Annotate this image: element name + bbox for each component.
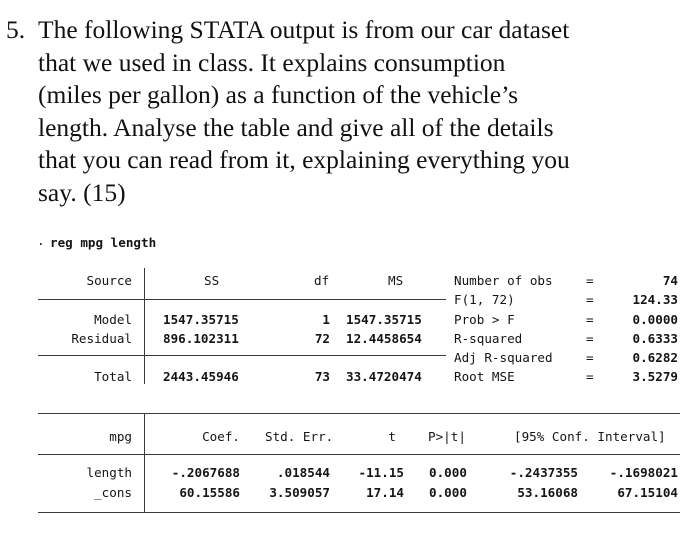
question-line: that you can read from it, explaining everything you: [38, 145, 570, 174]
anova-row-source: Residual: [71, 331, 132, 346]
question-text: [6, 14, 686, 209]
anova-header-df: df: [314, 273, 330, 288]
anova-header-ss: SS: [204, 273, 220, 288]
coef-row-coef: -.2067688: [171, 465, 240, 480]
stat-equals: =: [586, 331, 594, 346]
coef-top-rule: [38, 413, 680, 414]
anova-header-source: Source: [86, 273, 132, 288]
anova-row-ms: 1547.35715: [346, 312, 422, 327]
anova-row-source: Model: [94, 312, 132, 327]
anova-row-df: 1: [322, 312, 330, 327]
stat-value: 74: [662, 273, 678, 288]
stat-value: 0.6333: [632, 331, 678, 346]
anova-row-ss: 896.102311: [163, 331, 239, 346]
stat-label: Number of obs: [454, 273, 553, 288]
anova-row-ss: 2443.45946: [163, 369, 239, 384]
anova-row-source: Total: [94, 369, 132, 384]
coef-row-se: .018544: [276, 465, 330, 480]
anova-row-df: 73: [314, 369, 330, 384]
coef-row-ci-upper: -.1698021: [609, 465, 678, 480]
coef-row-ci-upper: 67.15104: [617, 485, 678, 500]
coef-row-t: -11.15: [358, 465, 404, 480]
anova-column-rule: [144, 268, 145, 384]
coef-row-var: _cons: [94, 485, 132, 500]
question-line: that we used in class. It explains consumption: [38, 47, 506, 77]
stat-value: 0.6282: [632, 350, 678, 365]
question-number: 5.: [6, 15, 26, 44]
coef-header-p: P>|t|: [428, 429, 466, 444]
coef-bottom-rule: [38, 512, 680, 513]
stat-label: F(1, 72): [454, 292, 515, 307]
stat-label: R-squared: [454, 331, 523, 346]
coef-header-var: mpg: [109, 429, 132, 444]
stat-equals: =: [586, 273, 594, 288]
stat-label: Root MSE: [454, 369, 515, 384]
command-prompt: .: [37, 233, 45, 248]
stat-equals: =: [586, 292, 594, 307]
stat-label: Prob > F: [454, 312, 515, 327]
coef-header-rule: [38, 454, 680, 455]
question-body: [38, 14, 686, 209]
coef-row-p: 0.000: [429, 485, 467, 500]
question-line: say. (15): [38, 177, 126, 207]
coef-row-p: 0.000: [429, 465, 467, 480]
anova-total-rule: [38, 355, 446, 356]
coef-row-ci-lower: -.2437355: [509, 465, 578, 480]
coef-row-t: 17.14: [366, 485, 404, 500]
stat-equals: =: [586, 312, 594, 327]
question-line: length. Analyse the table and give all of the details: [38, 112, 554, 142]
coef-column-rule: [144, 413, 145, 513]
stat-equals: =: [586, 369, 594, 384]
coef-row-var: length: [86, 465, 132, 480]
question-line: The following STATA output is from our car dataset: [38, 15, 570, 44]
stat-equals: =: [586, 350, 594, 365]
coef-row-se: 3.509057: [269, 485, 330, 500]
coef-header-t: t: [388, 429, 396, 444]
stat-value: 124.33: [632, 292, 678, 307]
anova-header-ms: MS: [388, 273, 404, 288]
anova-row-ms: 12.4458654: [346, 331, 422, 346]
anova-row-ms: 33.4720474: [346, 369, 422, 384]
anova-header-rule: [38, 299, 446, 300]
coef-header-se: Std. Err.: [265, 429, 334, 444]
stat-value: 0.0000: [632, 312, 678, 327]
stat-value: 3.5279: [632, 369, 678, 384]
question-line: (miles per gallon) as a function of the vehicle’s: [38, 80, 519, 109]
anova-row-ss: 1547.35715: [163, 312, 239, 327]
coef-header-ci: [95% Conf. Interval]: [514, 429, 666, 444]
coef-header-coef: Coef.: [202, 429, 240, 444]
command-text: reg mpg length: [50, 235, 157, 250]
stat-label: Adj R-squared: [454, 350, 553, 365]
coef-row-ci-lower: 53.16068: [517, 485, 578, 500]
coef-row-coef: 60.15586: [179, 485, 240, 500]
anova-row-df: 72: [314, 331, 330, 346]
